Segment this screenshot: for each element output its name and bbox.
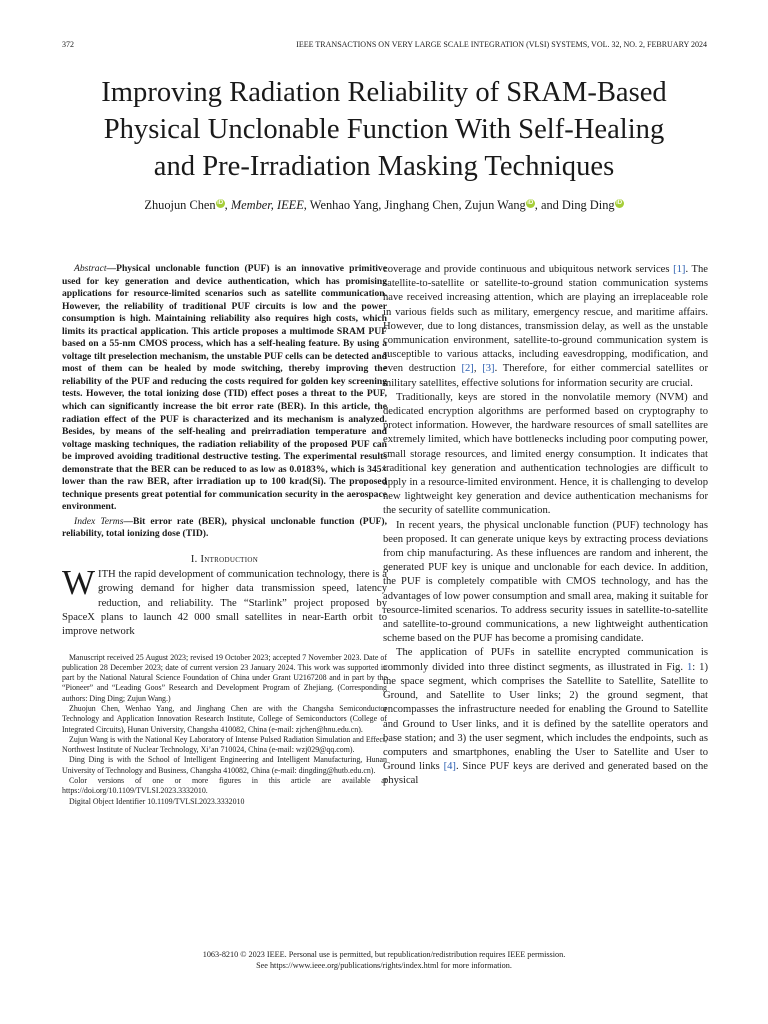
- copyright-footer: [40, 949, 728, 971]
- orcid-icon[interactable]: iD: [217, 199, 224, 206]
- drop-cap: W: [62, 563, 96, 603]
- text-run: . Therefore, for either commercial satellites or military satellites, effective solutions for information security are crucial.: [383, 363, 708, 389]
- text-run: . Since PUF keys are derived and generated based on the physical: [383, 761, 709, 787]
- copyright-line: 1063-8210 © 2023 IEEE. Personal use is permitted, but republication/redistribution requires IEEE permission.: [202, 950, 566, 959]
- section-heading: [62, 553, 387, 566]
- citation-link[interactable]: [2]: [461, 363, 474, 375]
- author-list: Zhuojun Chen iD , Member, IEEE, Wenhao Yang, Jinghang Chen, Zujun Wang iD , and Ding Ding iD: [144, 198, 623, 212]
- section-numeral: I.: [190, 554, 201, 566]
- footnotes: [62, 650, 387, 807]
- body-paragraph: Traditionally, keys are stored in the nonvolatile memory (NVM) and dedicated encryption algorithms are performed based on cryptography to protect information. However, the hardware resources of small satellites are extremely limited, which have bottlenecks including poor computing power, small storage resources, and limited energy consumption. It indicates that traditional key generation and authentication technologies are difficult to apply in a resource-limited environment. Hence, it is challenging to develop new lightweight key generation and device authentication mechanisms for the security of satellite communication.: [383, 391, 708, 517]
- citation-link[interactable]: [3]: [482, 363, 495, 375]
- text-run: : 1) the space segment, which comprises the Satellite to Satellite, Satellite to Ground, and Satellite to User links; 2) the ground segment, that encompasses the infrastructure needed for enabling the Ground to Satellite and Ground to User links, and it is defined by the satellite operators and base station; and 3) the user segment, which includes the endpoints, such as computers and smartphones, enabling the User to Satellite and User to Ground links: [383, 661, 709, 773]
- body-paragraph: In recent years, the physical unclonable function (PUF) technology has been proposed. It can generate unique keys by extracting process deviations from chip manufacturing. As these influences are random and inherent, the generated PUF key is unique and unclonable for each device. In addition, the PUF is completely compatible with CMOS technology, and has the advantages of low power consumption and small area, making it suitable for resource-limited scenarios. To address security issues in satellite-to-satellite and satellite-to-ground communications, a new lightweight authentication scheme based on the PUF has become a promising candidate.: [383, 519, 708, 645]
- member-ieee: Member, IEEE: [230, 198, 304, 212]
- author-ding: , and Ding Ding: [534, 198, 615, 212]
- abstract-text: —Physical unclonable function (PUF) is an innovative primitive used for key generation and device authentication, which has promising applications for resource-limited scenarios such as satellite communication. However, the reliability of traditional PUF circuits is low and the power consumption is high. Maintaining reliability also requires high costs, which limits its practical application. This article proposes a multimode SRAM PUF based on a 55-nm CMOS process, which has a self-healing feature. By using a voltage tilt preselection mechanism, the unstable PUF cells can be detected and most of them can be healed by mode switching, thereby improving the reliability of the PUF and reducing the costs required for golden key screening tests. However, the total ionizing dose (TID) effect poses a threat to the PUF, which can significantly increase the bit error rate (BER). In this article, the radiation effect of the PUF is characterized and its mechanism is analyzed. Besides, by means of the self-healing and preirradiation temperature and voltage masking techniques, the radiation reliability of the proposed PUF can be improved avoiding traditional destructive testing. The experimental results demonstrate that the BER can be reduced to as low as 0.0183%, which is 345× lower than the raw BER, after irradiation up to 100 krad(Si). The proposed technique presents great potential for communication security in the aerospace environment.: [62, 263, 387, 513]
- orcid-icon[interactable]: iD: [527, 199, 534, 206]
- journal-header: IEEE TRANSACTIONS ON VERY LARGE SCALE INTEGRATION (VLSI) SYSTEMS, VOL. 32, NO. 2, FEBRUARY 2024: [296, 40, 707, 49]
- intro-paragraph: [62, 563, 387, 639]
- text-run: ,: [473, 363, 483, 375]
- paper-title: [40, 74, 728, 185]
- index-terms: [62, 516, 387, 541]
- section-title: Introduction: [200, 554, 259, 566]
- intro-text: ITH the rapid development of communication technology, there is a growing demand for higher data transmission speed, latency reduction, and reliability. The “Starlink” project proposed by SpaceX plans to launch 42 000 small satellites in near-Earth orbit to improve network: [62, 569, 387, 638]
- figure-link[interactable]: 1: [686, 661, 693, 673]
- right-column: [383, 263, 708, 789]
- footnote-affiliation-3: Ding Ding is with the School of Intelligent Engineering and Intelligent Manufacturing, Hunan University of Technology and Business, Changsha 410082, China (e-mail: dingding@hutb.edu.cn).: [62, 755, 387, 775]
- footnote-affiliation-1: Zhuojun Chen, Wenhao Yang, and Jinghang Chen are with the Changsha Semiconductor Technology and Application Innovation Research Institute, College of Semiconductors (College of Integrated Circuits), Hunan University, Changsha 410082, China (e-mail: zjchen@hnu.edu.cn).: [62, 704, 387, 734]
- abstract-label: Abstract: [74, 263, 107, 274]
- author-chen: Zhuojun Chen: [144, 198, 216, 212]
- body-paragraph: [383, 263, 708, 391]
- abstract: [62, 263, 387, 514]
- footnote-color: Color versions of one or more figures in this article are available at https://doi.org/10.1109/TVLSI.2023.3332010.: [62, 776, 387, 796]
- citation-link[interactable]: [4]: [443, 761, 456, 773]
- index-terms-text: —Bit error rate (BER), physical unclonable function (PUF), reliability, total ionizing dose (TID).: [62, 515, 387, 540]
- running-header: [62, 39, 707, 51]
- title-line-2: Physical Unclonable Function With Self-Healing: [103, 114, 665, 145]
- text-run: coverage and provide continuous and ubiquitous network services: [383, 264, 674, 275]
- rights-line: See https://www.ieee.org/publications/rights/index.html for more information.: [256, 961, 512, 970]
- footnote-doi: Digital Object Identifier 10.1109/TVLSI.2023.3332010: [69, 796, 245, 806]
- page-number: 372: [62, 40, 74, 49]
- author-group: , Wenhao Yang, Jinghang Chen, Zujun Wang: [303, 198, 526, 212]
- footnote-manuscript: Manuscript received 25 August 2023; revised 19 October 2023; accepted 7 November 2023. Date of publication 28 December 2023; date of current version 23 January 2024. This work was supported in part by the National Natural Science Foundation of China under Grant U2167208 and in part by the “Pioneer” and “Leading Goos” Research and Development Program of Zhejiang. (Corresponding authors: Ding Ding; Zujun Wang.): [62, 652, 387, 703]
- title-line-3: and Pre-Irradiation Masking Techniques: [153, 151, 615, 182]
- text-run: The application of PUFs in satellite encrypted communication is commonly divided into three distinct segments, as illustrated in Fig.: [383, 647, 708, 673]
- title-line-1: Improving Radiation Reliability of SRAM-Based: [101, 77, 667, 108]
- orcid-icon[interactable]: iD: [616, 199, 623, 206]
- citation-link[interactable]: [1]: [673, 264, 686, 275]
- index-terms-label: Index Terms: [74, 515, 124, 527]
- left-column: [62, 263, 387, 807]
- body-paragraph: [383, 646, 708, 788]
- footnote-affiliation-2: Zujun Wang is with the National Key Laboratory of Intense Pulsed Radiation Simulation and Effect, Northwest Institute of Nuclear Technology, Xi’an 710024, China (e-mail: wzj029@qq.com).: [62, 734, 387, 755]
- text-run: . The satellite-to-satellite or satellite-to-ground station communication systems have received increasing attention, which are playing an irreplaceable role in various fields such as military, emergency rescue, and maritime affairs. However, due to long distances, transmission delay, as well as the unstable communication environment, satellite-to-ground communication system is susceptible to various attacks, including eavesdropping, modification, and even destruction: [383, 264, 708, 375]
